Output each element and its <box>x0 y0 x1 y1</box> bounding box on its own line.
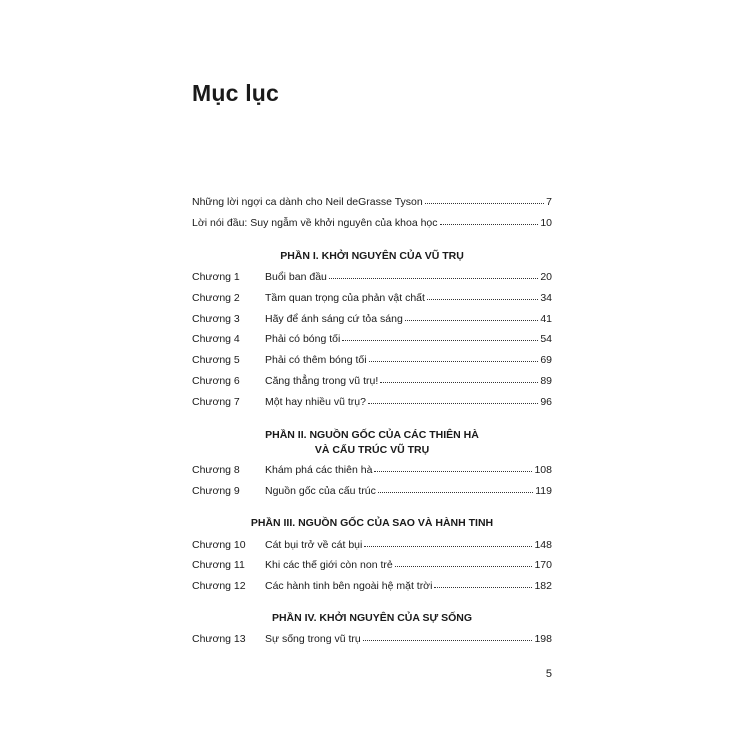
chapter-title: Cát bụi trở về cát bụi <box>265 539 363 551</box>
chapter-label: Chương 8 <box>192 464 240 476</box>
dot-leader <box>329 270 538 279</box>
chapter-label: Chương 9 <box>192 485 240 497</box>
toc-entry-title: Những lời ngợi ca dành cho Neil deGrasse Tyson <box>192 196 423 208</box>
chapter-label: Chương 13 <box>192 633 246 645</box>
chapter-page: 148 <box>534 539 552 551</box>
toc-chapter[interactable] <box>192 292 552 310</box>
chapter-title: Khi các thế giới còn non trẻ <box>265 559 393 571</box>
dot-leader <box>405 312 539 321</box>
chapter-title: Phải có bóng tối <box>265 333 341 345</box>
chapter-title: Sự sống trong vũ trụ <box>265 633 361 645</box>
toc-chapter[interactable] <box>192 375 552 393</box>
toc-entry-page: 7 <box>546 196 552 208</box>
chapter-label: Chương 2 <box>192 292 240 304</box>
dot-leader <box>427 291 538 300</box>
page-number: 5 <box>545 668 552 680</box>
chapter-page: 54 <box>540 333 552 345</box>
toc-chapter[interactable] <box>192 271 552 289</box>
chapter-label: Chương 7 <box>192 396 240 408</box>
dot-leader <box>364 538 532 547</box>
dot-leader <box>434 579 532 588</box>
chapter-page: 198 <box>534 633 552 645</box>
chapter-label: Chương 4 <box>192 333 240 345</box>
toc-chapter[interactable] <box>192 539 552 557</box>
chapter-page: 170 <box>534 559 552 571</box>
toc-entry-page: 10 <box>540 217 552 229</box>
dot-leader <box>369 353 539 362</box>
toc-chapter[interactable] <box>192 464 552 482</box>
chapter-title: Một hay nhiều vũ trụ? <box>265 396 366 408</box>
chapter-label: Chương 12 <box>192 580 246 592</box>
dot-leader <box>363 632 533 641</box>
chapter-page: 20 <box>540 271 552 283</box>
toc-chapter[interactable] <box>192 559 552 577</box>
toc-chapter[interactable] <box>192 485 552 503</box>
chapter-label: Chương 11 <box>192 559 245 571</box>
toc-entry[interactable] <box>192 217 552 235</box>
chapter-label: Chương 3 <box>192 313 240 325</box>
chapter-title: Tầm quan trọng của phản vật chất <box>265 292 425 304</box>
toc-chapter[interactable] <box>192 313 552 331</box>
chapter-title: Các hành tinh bên ngoài hệ mặt trời <box>265 580 433 592</box>
dot-leader <box>368 395 538 404</box>
toc-chapter[interactable] <box>192 633 552 651</box>
dot-leader <box>342 332 538 341</box>
chapter-label: Chương 6 <box>192 375 240 387</box>
dot-leader <box>425 195 544 204</box>
part-heading: PHẦN II. NGUỒN GỐC CỦA CÁC THIÊN HÀ VÀ CẤU TRÚC VŨ TRỤ <box>265 429 479 456</box>
chapter-page: 41 <box>540 313 552 325</box>
page-title: Mục lục <box>192 80 280 106</box>
chapter-page: 108 <box>534 464 552 476</box>
part-heading: PHẦN IV. KHỞI NGUYÊN CỦA SỰ SỐNG <box>271 612 473 624</box>
toc-chapter[interactable] <box>192 396 552 414</box>
part-heading: PHẦN I. KHỞI NGUYÊN CỦA VŨ TRỤ <box>280 250 464 262</box>
chapter-label: Chương 1 <box>192 271 240 283</box>
dot-leader <box>374 463 532 472</box>
chapter-title: Căng thẳng trong vũ trụ! <box>265 375 379 387</box>
toc-chapter[interactable] <box>192 354 552 372</box>
toc-entry-title: Lời nói đầu: Suy ngẫm về khởi nguyên của khoa học <box>192 217 438 229</box>
chapter-title: Hãy để ánh sáng cứ tỏa sáng <box>265 313 403 325</box>
dot-leader <box>378 484 533 493</box>
chapter-page: 69 <box>540 354 552 366</box>
chapter-page: 182 <box>534 580 552 592</box>
toc-chapter[interactable] <box>192 333 552 351</box>
chapter-label: Chương 5 <box>192 354 240 366</box>
chapter-title: Phải có thêm bóng tối <box>265 354 367 366</box>
chapter-page: 89 <box>540 375 552 387</box>
dot-leader <box>440 216 539 225</box>
chapter-page: 34 <box>540 292 552 304</box>
dot-leader <box>380 374 538 383</box>
toc-entry[interactable] <box>192 196 552 214</box>
dot-leader <box>395 558 533 567</box>
part-heading: PHẦN III. NGUỒN GỐC CỦA SAO VÀ HÀNH TINH <box>250 517 494 529</box>
chapter-page: 96 <box>540 396 552 408</box>
chapter-title: Khám phá các thiên hà <box>265 464 373 476</box>
chapter-title: Buổi ban đầu <box>265 271 327 283</box>
chapter-label: Chương 10 <box>192 539 246 551</box>
chapter-page: 119 <box>535 485 552 497</box>
chapter-title: Nguồn gốc của cấu trúc <box>265 485 376 497</box>
toc-chapter[interactable] <box>192 580 552 598</box>
